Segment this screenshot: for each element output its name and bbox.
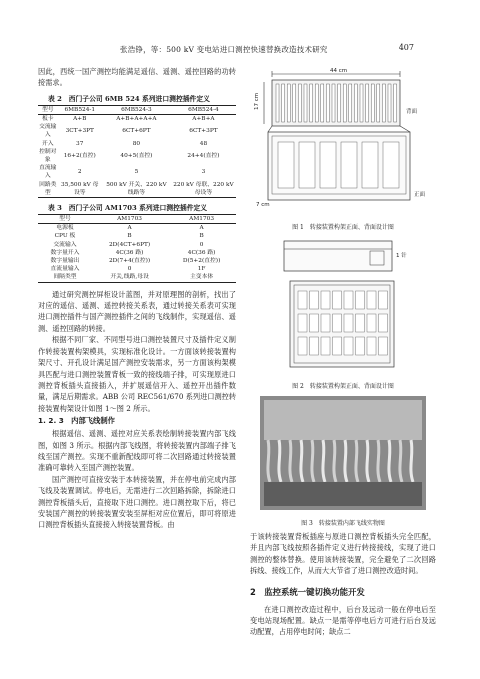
back-slot (388, 84, 391, 122)
table-row (38, 249, 236, 257)
fig3-wire (323, 440, 325, 482)
paragraph-adapter-result: 于该转接装置背板插座与原进口测控背板插头完全匹配，并且内部飞线按照各插件定义进行转接接线，实现了进口测控的整体替换。使用该转接装置，完全避免了二次回路拆线、接线工作，从而大大节省了进口测控改造时间。 (250, 532, 436, 576)
table-cell: 电源板 (56, 225, 74, 232)
table3 (38, 214, 236, 283)
table-cell: 48 (199, 140, 208, 147)
fig2-module (367, 314, 376, 332)
fig2-module (367, 337, 376, 355)
fig2-module (344, 314, 353, 332)
table-cell: 数字量开入 (50, 249, 80, 256)
front-slot (320, 142, 336, 188)
fig2-module (310, 314, 319, 332)
back-slot (332, 84, 335, 122)
table-cell: 间隔类型 (38, 273, 92, 282)
table-row (38, 273, 236, 282)
figure2-caption: 图 2 转接装置构架正面、背面设计图 (292, 383, 394, 390)
table-cell: 4C(36 路) (187, 249, 216, 256)
table-cell: 交流输入 (39, 124, 57, 139)
table-cell: A (199, 225, 204, 232)
figure3-wiring-photo (250, 394, 436, 512)
table-cell: 220 kV 母联、220 kV 母设等 (171, 181, 236, 198)
back-slot (293, 84, 296, 122)
table-header: 型号 (38, 215, 92, 224)
table-row (38, 123, 236, 139)
fig2-module (344, 291, 353, 309)
table-cell: 1F (197, 266, 206, 273)
fig2-module (321, 291, 330, 309)
table-row (38, 241, 236, 249)
table-cell: 回路类型 (39, 181, 57, 196)
table-cell: 控制对象 (39, 148, 57, 164)
figure1-caption: 图 1 转接装置构架正面、背面设计图 (292, 224, 394, 231)
fig3-wire (268, 440, 270, 482)
table-cell: 24+4(直控) (187, 152, 220, 159)
table-row (38, 140, 236, 148)
back-slot (382, 84, 385, 122)
table-cell: 开入 (41, 140, 54, 147)
table-row (38, 224, 236, 233)
table-cell: 3CT+3PT (65, 128, 94, 135)
fig2-module (310, 337, 319, 355)
table2-caption: 表 2 西门子公司 6MB 524 系列进口测控插件定义 (48, 94, 210, 103)
table-header: AM1703 (167, 215, 236, 224)
table-cell: B (127, 233, 132, 240)
table-cell: B (199, 233, 204, 240)
table-cell: A+B+A (192, 116, 215, 123)
fig1-dim-depth: 7 cm (256, 202, 270, 208)
paragraph-relationship-table: 通过研究测控屏柜设计蓝图，并对原理图的剖析，找出了对应的遥信、遥测、遥控转接关系表，通过转接关系表可实现进口测控插件与国产测控插件之间的飞线制作，实现遥信、遥测、遥控回路的转接。 (38, 289, 236, 333)
fig2-module (298, 291, 307, 309)
header-title: 张浩铮，等：500 kV 变电站进口测控快速替换改造技术研究 (120, 45, 328, 54)
figure3-caption: 图 3 转接装置内部飞线实物图 (301, 520, 385, 527)
table-cell: D(5+2(直控)) (182, 258, 221, 265)
fig2-module (367, 291, 376, 309)
fig1-label-back: 背面 (406, 109, 418, 115)
table-cell: 6CT+6PT (122, 128, 151, 135)
back-slot (298, 84, 301, 122)
table-cell: 2D(7+4(直控)) (108, 258, 151, 265)
back-slot (371, 84, 374, 122)
intro-paragraph: 因此，西统一国产测控均能满足遥信、遥测、遥控回路的功转接需求。 (38, 67, 236, 88)
fig3-wire (400, 440, 402, 482)
fig2-module (356, 337, 365, 355)
table-cell: 0 (127, 266, 132, 273)
front-slot (341, 142, 357, 188)
fig3-wire (356, 440, 358, 482)
fig2-module (333, 291, 342, 309)
back-slot (354, 84, 357, 122)
table-cell: A (127, 225, 132, 232)
front-slot (383, 142, 399, 188)
table-cell: A+B+A+A+A (116, 116, 157, 123)
table-cell: 交流输入 (53, 241, 77, 248)
table3-header-row (38, 215, 236, 224)
fig2-module (321, 314, 330, 332)
fig3-wire (378, 440, 380, 482)
section-heading-2: 2 监控系统一键切换功能开发 (250, 586, 365, 597)
fig2-module (333, 314, 342, 332)
back-slot (343, 84, 346, 122)
table-cell: 板卡 (41, 116, 54, 123)
fig3-wire (389, 440, 391, 482)
fig1-dim-width: 44 cm (330, 68, 348, 74)
table-cell: CPU 板 (54, 233, 76, 240)
fig2-module (344, 337, 353, 355)
table-cell: 35,500 kV 母设等 (58, 181, 102, 198)
table-cell: 2D(4CT+6PT) (108, 241, 151, 248)
back-slot (349, 84, 352, 122)
back-slot (276, 84, 279, 122)
table-row (38, 265, 236, 273)
table-cell: 主变本体 (167, 273, 236, 282)
paragraph-backend-config: 在进口测控改造过程中，后台及远动一般在停电后至变电站现场配置。缺点一是需等停电后方可进行后台及远动配置，占用停电时间；缺点二 (250, 604, 436, 637)
fig2-module (310, 291, 319, 309)
back-slot (394, 84, 397, 122)
table-cell: 37 (76, 140, 84, 147)
fig2-module (356, 291, 365, 309)
paragraph-frame-design: 根据不同厂家、不同型号进口测控装置尺寸及插件定义制作转接装置构架模具，实现标准化设计。一方面该转接装置构架尺寸、开孔设计满足国产测控安装需求，另一方面该构架模具匹配与进口测控装置背板一致的接线端子排，可实现原进口测控背板插头直接插入，并扩展遥信开入、遥控开出插件数量，满足后期需求。ABB 公司 REC561/670 系列进口测控转接装置构架设计如图 1～图 2 所示。 (38, 335, 237, 413)
table-cell: 直流输入 (39, 165, 57, 180)
fig3-wire (279, 440, 281, 482)
paragraph-wiring: 根据遥信、遥测、遥控对应关系表绘制转接装置内部飞线图，如图 3 所示。根据内部飞线图，将转接装置内部端子排飞线至国产测控。实现不重新配线即可将二次回路通过转接装置准确可靠转入至国产测控装置。 (38, 429, 236, 473)
table-row (38, 232, 236, 240)
front-slot (299, 142, 315, 188)
table-cell: 80 (132, 140, 141, 147)
table-header: 6MB524-4 (171, 105, 236, 114)
paragraph-installation: 国产测控可直接安装于本转接装置，并在停电前完成内部飞线及装置调试。停电后，无需进行二次回路拆除，拆除进口测控背板插头后，直接取下进口测控。进口测控取下后，将已安装国产测控的转接装置安装至屏柜对应位置后，即可将原进口测控背板插头直接接入转接装置背板。由 (38, 474, 236, 530)
back-slot (338, 84, 341, 122)
figure2-frame-drawing (250, 235, 436, 375)
fig2-module (333, 337, 342, 355)
table-row (38, 257, 236, 265)
back-slot (360, 84, 363, 122)
table2-header-row (38, 105, 236, 114)
page-number: 407 (398, 43, 414, 52)
back-slot (321, 84, 324, 122)
table-cell: 直流量输入 (50, 266, 80, 273)
back-slot (326, 84, 329, 122)
front-slot (278, 142, 294, 188)
fig3-wire (334, 440, 336, 482)
fig2-module (321, 337, 330, 355)
back-slot (366, 84, 369, 122)
back-slot (377, 84, 380, 122)
fig3-wire (312, 440, 314, 482)
fig1-dim-height: 17 cm (254, 92, 260, 110)
right-column (250, 66, 436, 638)
table-cell: 40+5(直控) (120, 152, 153, 159)
back-slot (315, 84, 318, 122)
table-cell: 0 (199, 241, 204, 248)
fig3-wire (301, 440, 303, 482)
front-slot (362, 142, 378, 188)
table-cell: 数字量输出 (50, 258, 80, 265)
table-header: 6MB524-3 (102, 105, 171, 114)
fig2-module (298, 337, 307, 355)
fig2-module (379, 291, 388, 309)
fig3-wire (290, 440, 292, 482)
table-cell: A+B (73, 116, 87, 123)
left-column (38, 66, 236, 531)
back-slot (287, 84, 290, 122)
table-row (38, 181, 236, 198)
fig3-wire (345, 440, 347, 482)
table-header: 型号 (38, 105, 58, 114)
table3-caption: 表 3 西门子公司 AM1703 系列进口测控插件定义 (48, 204, 208, 213)
fig3-wire (367, 440, 369, 482)
back-slot (282, 84, 285, 122)
fig2-label-dim: 1 针 (396, 253, 407, 259)
fig2-module (356, 314, 365, 332)
table-cell: 6CT+3PT (189, 128, 218, 135)
section-heading-1-2-3: 1. 2. 3 内部飞线制作 (38, 416, 115, 426)
table-row (38, 164, 236, 180)
figure1-frame-drawing (250, 66, 436, 216)
table-header: AM1703 (92, 215, 167, 224)
fig2-module (379, 314, 388, 332)
fig3-wire (411, 440, 413, 482)
table-cell: 16+2(直控) (63, 152, 96, 159)
running-header (0, 44, 480, 58)
table-cell: 开关,线路,母设 (92, 273, 167, 282)
table-header: 6MB524-1 (58, 105, 102, 114)
table-cell: 5 (134, 169, 139, 176)
back-slot (310, 84, 313, 122)
table-cell: 500 kV 开关、220 kV 线路等 (102, 181, 171, 198)
table-row (38, 148, 236, 164)
fig2-module (379, 337, 388, 355)
table-cell: 4C(36 路) (115, 249, 144, 256)
table-cell: 3 (201, 169, 206, 176)
table-row (38, 115, 236, 124)
table-cell: 2 (77, 169, 82, 176)
table2 (38, 105, 236, 198)
fig1-label-front: 正面 (414, 192, 426, 198)
fig2-module (298, 314, 307, 332)
back-slot (304, 84, 307, 122)
